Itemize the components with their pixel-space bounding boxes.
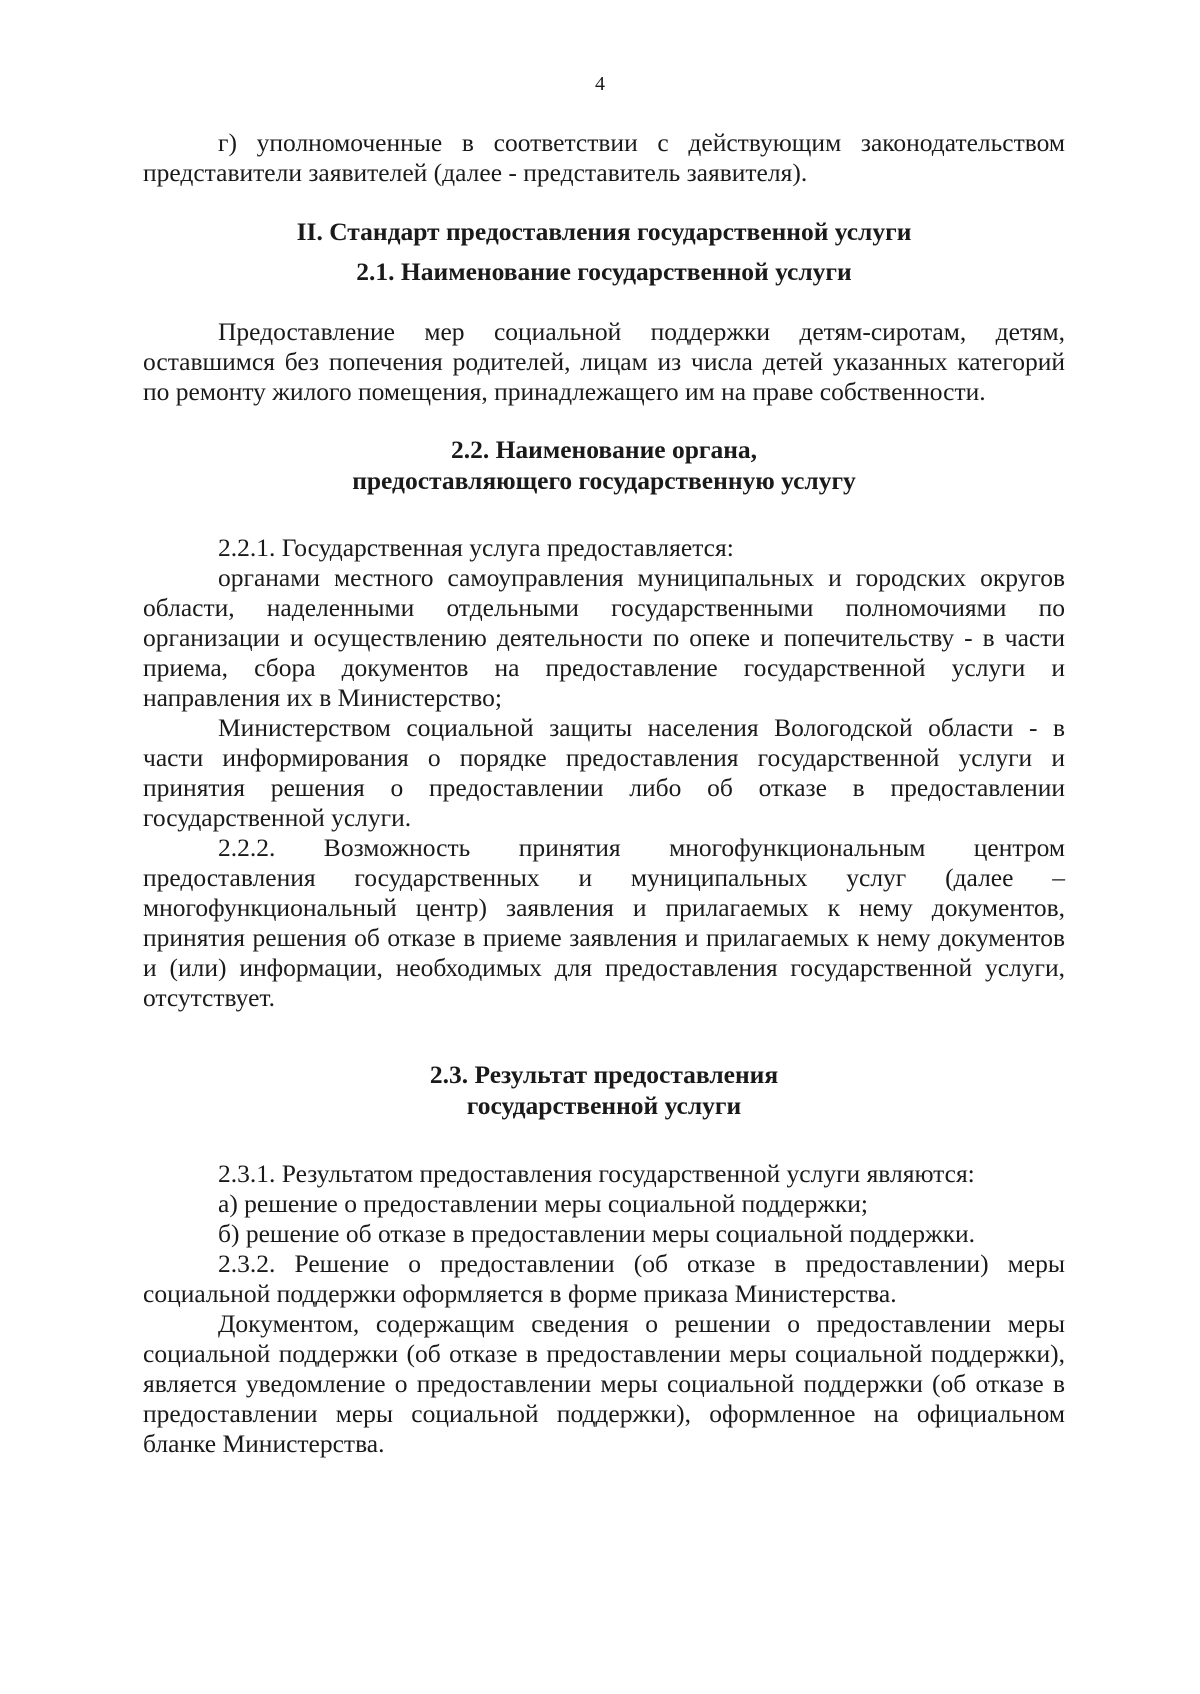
document-body xyxy=(143,128,1065,1459)
section-2-2-title-line-2: предоставляющего государственную услугу xyxy=(352,466,856,495)
section-2-2-title xyxy=(143,434,1065,496)
section-2-1-title: 2.1. Наименование государственной услуги xyxy=(356,257,852,286)
section-2-1-text: Предоставление мер социальной поддержки детям-сиротам, детям, оставшимся без попечения родителей, лицам из числа детей указанных категорий по ремонту жилого помещения, принадлежащего им на праве собственности. xyxy=(143,317,1065,406)
section-2-2-title-line-1: 2.2. Наименование органа, xyxy=(450,435,758,464)
paragraph-2-3-1: 2.3.1. Результатом предоставления государственной услуги являются: xyxy=(218,1159,975,1188)
section-2-3-title-line-2: государственной услуги xyxy=(466,1091,742,1120)
paragraph-2-2-2: 2.2.2. Возможность принятия многофункциональным центром предоставления государственных и муниципальных услуг (далее – многофункциональный центр) заявления и прилагаемых к нему документов, принятия решения об отказе в приеме заявления и прилагаемых к нему документов и (или) информации, необходимых для предоставления государственной услуги, отсутствует. xyxy=(143,833,1065,1012)
paragraph-2-2-1: 2.2.1. Государственная услуга предоставляется: xyxy=(218,533,734,562)
section-2-3-title xyxy=(143,1059,1065,1121)
paragraph-local-authorities: органами местного самоуправления муниципальных и городских округов области, наделенными отдельными государственными полномочиями по организации и осуществлению деятельности по опеке и попечительству - в части приема, сбора документов на предоставление государственной услуги и направления их в Министерство; xyxy=(143,563,1065,712)
section-2-title: II. Стандарт предоставления государственной услуги xyxy=(296,217,912,246)
paragraph-ministry: Министерством социальной защиты населения Вологодской области - в части информирования о порядке предоставления государственной услуги и принятия решения о предоставлении либо об отказе в предоставлении государственной услуги. xyxy=(143,713,1065,832)
paragraph-2-3-2: 2.3.2. Решение о предоставлении (об отказе в предоставлении) меры социальной поддержки оформляется в форме приказа Министерства. xyxy=(143,1249,1065,1308)
paragraph-item-a: а) решение о предоставлении меры социальной поддержки; xyxy=(218,1189,869,1218)
paragraph-notification-document: Документом, содержащим сведения о решении о предоставлении меры социальной поддержки (об отказе в предоставлении меры социальной поддержки), является уведомление о предоставлении меры социальной поддержки (об отказе в предоставлении меры социальной поддержки), оформленное на официальном бланке Министерства. xyxy=(143,1309,1065,1458)
section-2-3-title-line-1: 2.3. Результат предоставления xyxy=(429,1060,779,1089)
paragraph-item-b: б) решение об отказе в предоставлении меры социальной поддержки. xyxy=(218,1219,975,1248)
paragraph-item-g: г) уполномоченные в соответствии с действующим законодательством представители заявителей (далее - представитель заявителя). xyxy=(143,128,1065,187)
page-number: 4 xyxy=(595,73,605,95)
